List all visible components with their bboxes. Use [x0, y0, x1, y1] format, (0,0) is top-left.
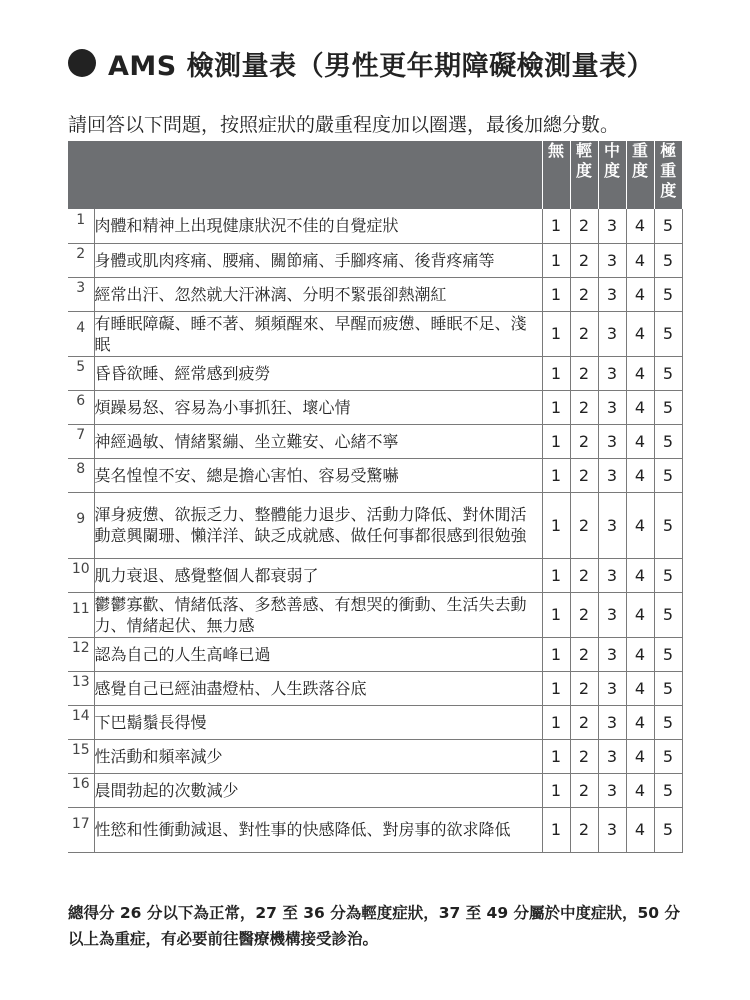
score-option-5[interactable]: 5: [654, 558, 682, 592]
table-row: [68, 209, 682, 243]
score-option-5[interactable]: 5: [654, 356, 682, 390]
score-option-4[interactable]: 4: [626, 705, 654, 739]
score-option-2[interactable]: 2: [570, 424, 598, 458]
symptom-description: 晨間勃起的次數減少: [94, 773, 542, 807]
score-option-3[interactable]: 3: [598, 356, 626, 390]
score-option-5[interactable]: 5: [654, 592, 682, 637]
score-option-2[interactable]: 2: [570, 277, 598, 311]
score-option-1[interactable]: 1: [542, 243, 570, 277]
score-option-3[interactable]: 3: [598, 592, 626, 637]
score-option-1[interactable]: 1: [542, 739, 570, 773]
column-header-none: 無: [542, 141, 570, 209]
row-number: 15: [68, 739, 94, 773]
score-option-2[interactable]: 2: [570, 209, 598, 243]
score-option-2[interactable]: 2: [570, 592, 598, 637]
score-option-4[interactable]: 4: [626, 458, 654, 492]
table-header-row: [68, 141, 682, 209]
score-option-1[interactable]: 1: [542, 705, 570, 739]
score-option-5[interactable]: 5: [654, 311, 682, 356]
score-option-2[interactable]: 2: [570, 705, 598, 739]
score-option-4[interactable]: 4: [626, 807, 654, 852]
instruction-text: 請回答以下問題，按照症狀的嚴重程度加以圈選，最後加總分數。: [68, 114, 620, 136]
score-option-3[interactable]: 3: [598, 773, 626, 807]
score-option-2[interactable]: 2: [570, 637, 598, 671]
symptom-description: 感覺自己已經油盡燈枯、人生跌落谷底: [94, 671, 542, 705]
row-number: 3: [68, 277, 94, 311]
score-option-2[interactable]: 2: [570, 356, 598, 390]
table-row: [68, 558, 682, 592]
row-number: 6: [68, 390, 94, 424]
score-option-4[interactable]: 4: [626, 424, 654, 458]
symptom-description: 性慾和性衝動減退、對性事的快感降低、對房事的欲求降低: [94, 807, 542, 852]
score-option-2[interactable]: 2: [570, 390, 598, 424]
symptom-description: 渾身疲憊、欲振乏力、整體能力退步、活動力降低、對休閒活動意興闌珊、懶洋洋、缺乏成就感、做任何事都很感到很勉強: [94, 492, 542, 558]
symptom-description: 莫名惶惶不安、總是擔心害怕、容易受驚嚇: [94, 458, 542, 492]
symptom-description: 性活動和頻率減少: [94, 739, 542, 773]
score-option-4[interactable]: 4: [626, 277, 654, 311]
score-option-3[interactable]: 3: [598, 705, 626, 739]
table-row: [68, 807, 682, 852]
score-option-1[interactable]: 1: [542, 209, 570, 243]
score-option-5[interactable]: 5: [654, 492, 682, 558]
header-blank-cell: [68, 141, 542, 209]
row-number: 12: [68, 637, 94, 671]
score-option-4[interactable]: 4: [626, 209, 654, 243]
score-option-4[interactable]: 4: [626, 390, 654, 424]
score-option-4[interactable]: 4: [626, 637, 654, 671]
score-option-1[interactable]: 1: [542, 637, 570, 671]
score-option-2[interactable]: 2: [570, 311, 598, 356]
symptom-description: 下巴鬍鬚長得慢: [94, 705, 542, 739]
table-row: [68, 356, 682, 390]
table-row: [68, 739, 682, 773]
table-row: [68, 705, 682, 739]
score-option-2[interactable]: 2: [570, 492, 598, 558]
score-option-1[interactable]: 1: [542, 773, 570, 807]
score-option-3[interactable]: 3: [598, 209, 626, 243]
score-option-3[interactable]: 3: [598, 807, 626, 852]
row-number: 1: [68, 209, 94, 243]
score-option-1[interactable]: 1: [542, 807, 570, 852]
score-option-2[interactable]: 2: [570, 671, 598, 705]
score-option-5[interactable]: 5: [654, 458, 682, 492]
page-title: AMS 檢測量表（男性更年期障礙檢測量表）: [108, 50, 655, 82]
score-option-3[interactable]: 3: [598, 492, 626, 558]
score-option-1[interactable]: 1: [542, 424, 570, 458]
score-option-1[interactable]: 1: [542, 492, 570, 558]
score-option-5[interactable]: 5: [654, 424, 682, 458]
score-option-4[interactable]: 4: [626, 243, 654, 277]
score-option-2[interactable]: 2: [570, 458, 598, 492]
score-option-4[interactable]: 4: [626, 592, 654, 637]
table-row: [68, 243, 682, 277]
score-option-3[interactable]: 3: [598, 671, 626, 705]
symptom-description: 鬱鬱寡歡、情緒低落、多愁善感、有想哭的衝動、生活失去動力、情緒起伏、無力感: [94, 592, 542, 637]
score-option-1[interactable]: 1: [542, 356, 570, 390]
score-option-3[interactable]: 3: [598, 458, 626, 492]
score-option-3[interactable]: 3: [598, 637, 626, 671]
score-option-3[interactable]: 3: [598, 424, 626, 458]
column-header-severe: 重度: [626, 141, 654, 209]
table-row: [68, 311, 682, 356]
score-option-4[interactable]: 4: [626, 356, 654, 390]
score-option-1[interactable]: 1: [542, 671, 570, 705]
score-option-3[interactable]: 3: [598, 390, 626, 424]
symptom-description: 經常出汗、忽然就大汗淋漓、分明不緊張卻熱潮紅: [94, 277, 542, 311]
table-row: [68, 637, 682, 671]
row-number: 14: [68, 705, 94, 739]
column-header-mild: 輕度: [570, 141, 598, 209]
score-option-1[interactable]: 1: [542, 390, 570, 424]
column-header-moderate: 中度: [598, 141, 626, 209]
score-option-1[interactable]: 1: [542, 558, 570, 592]
score-option-2[interactable]: 2: [570, 807, 598, 852]
score-option-5[interactable]: 5: [654, 773, 682, 807]
score-option-5[interactable]: 5: [654, 637, 682, 671]
table-row: [68, 458, 682, 492]
symptom-description: 身體或肌肉疼痛、腰痛、關節痛、手腳疼痛、後背疼痛等: [94, 243, 542, 277]
table-row: [68, 592, 682, 637]
score-option-5[interactable]: 5: [654, 705, 682, 739]
table-row: [68, 277, 682, 311]
score-option-3[interactable]: 3: [598, 277, 626, 311]
score-option-1[interactable]: 1: [542, 277, 570, 311]
row-number: 5: [68, 356, 94, 390]
score-option-3[interactable]: 3: [598, 739, 626, 773]
score-option-2[interactable]: 2: [570, 739, 598, 773]
score-option-1[interactable]: 1: [542, 458, 570, 492]
score-option-1[interactable]: 1: [542, 311, 570, 356]
score-option-4[interactable]: 4: [626, 739, 654, 773]
row-number: 2: [68, 243, 94, 277]
score-option-5[interactable]: 5: [654, 243, 682, 277]
row-number: 11: [68, 592, 94, 637]
title-row: [68, 40, 654, 86]
bullet-icon: [68, 49, 96, 77]
symptom-description: 肌力衰退、感覺整個人都衰弱了: [94, 558, 542, 592]
score-option-4[interactable]: 4: [626, 558, 654, 592]
score-option-4[interactable]: 4: [626, 671, 654, 705]
symptom-description: 煩躁易怒、容易為小事抓狂、壞心情: [94, 390, 542, 424]
score-option-4[interactable]: 4: [626, 311, 654, 356]
score-option-5[interactable]: 5: [654, 671, 682, 705]
table-row: [68, 492, 682, 558]
ams-score-table: [68, 141, 683, 853]
row-number: 7: [68, 424, 94, 458]
column-header-very-severe: 極重度: [654, 141, 682, 209]
symptom-description: 肉體和精神上出現健康狀況不佳的自覺症狀: [94, 209, 542, 243]
score-option-5[interactable]: 5: [654, 807, 682, 852]
score-option-5[interactable]: 5: [654, 277, 682, 311]
score-option-3[interactable]: 3: [598, 558, 626, 592]
score-option-5[interactable]: 5: [654, 390, 682, 424]
symptom-description: 有睡眠障礙、睡不著、頻頻醒來、早醒而疲憊、睡眠不足、淺眠: [94, 311, 542, 356]
score-option-2[interactable]: 2: [570, 558, 598, 592]
table-row: [68, 390, 682, 424]
score-option-4[interactable]: 4: [626, 492, 654, 558]
row-number: 16: [68, 773, 94, 807]
row-number: 8: [68, 458, 94, 492]
score-option-3[interactable]: 3: [598, 311, 626, 356]
row-number: 17: [68, 807, 94, 852]
score-option-2[interactable]: 2: [570, 243, 598, 277]
score-option-1[interactable]: 1: [542, 592, 570, 637]
score-option-3[interactable]: 3: [598, 243, 626, 277]
row-number: 13: [68, 671, 94, 705]
row-number: 9: [68, 492, 94, 558]
symptom-description: 昏昏欲睡、經常感到疲勞: [94, 356, 542, 390]
score-option-2[interactable]: 2: [570, 773, 598, 807]
scoring-note: 總得分 26 分以下為正常，27 至 36 分為輕度症狀，37 至 49 分屬於中度症狀，50 分以上為重症，有必要前往醫療機構接受診治。: [68, 904, 680, 948]
table-row: [68, 773, 682, 807]
row-number: 10: [68, 558, 94, 592]
score-option-4[interactable]: 4: [626, 773, 654, 807]
score-option-5[interactable]: 5: [654, 739, 682, 773]
table-row: [68, 671, 682, 705]
table-row: [68, 424, 682, 458]
score-option-5[interactable]: 5: [654, 209, 682, 243]
symptom-description: 神經過敏、情緒緊繃、坐立難安、心緒不寧: [94, 424, 542, 458]
symptom-description: 認為自己的人生高峰已過: [94, 637, 542, 671]
row-number: 4: [68, 311, 94, 356]
